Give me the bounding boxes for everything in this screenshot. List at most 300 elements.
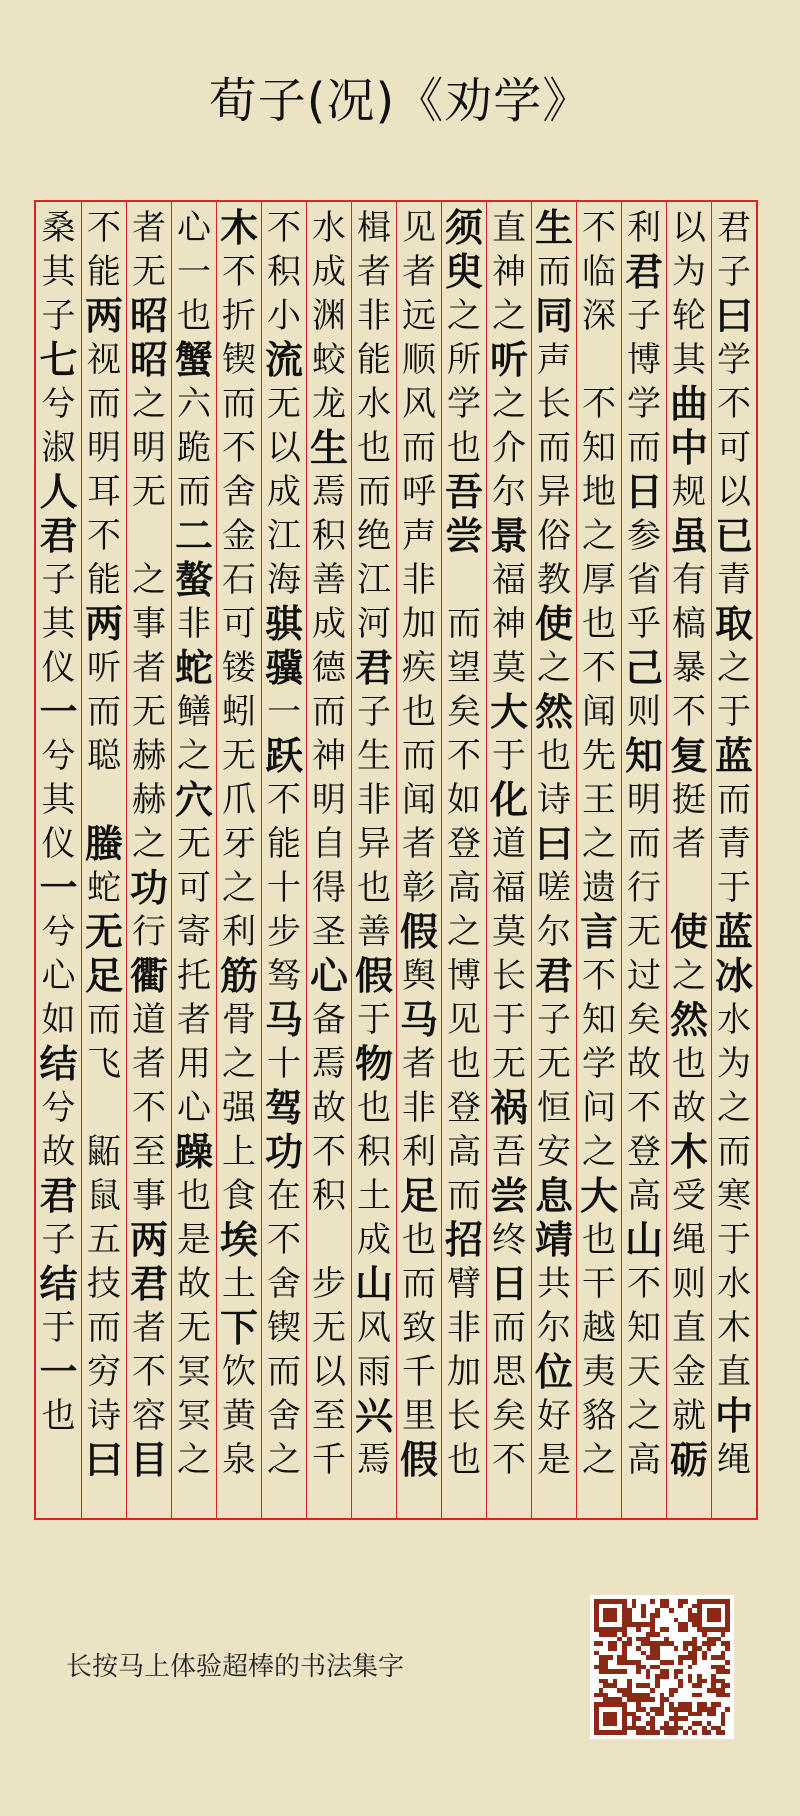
calligraphy-char: 不 — [627, 1088, 661, 1128]
calligraphy-char: 知 — [624, 733, 663, 778]
calligraphy-char: 非 — [402, 1088, 436, 1128]
calligraphy-char: 以 — [672, 208, 706, 248]
calligraphy-char: 学 — [627, 384, 661, 424]
calligraphy-char: 长 — [537, 384, 571, 424]
calligraphy-char: 兮 — [41, 384, 76, 424]
calligraphy-char: 者 — [672, 824, 706, 864]
calligraphy-char: 也 — [402, 692, 436, 732]
calligraphy-char: 小 — [267, 296, 301, 336]
calligraphy-char: 道 — [132, 1000, 166, 1040]
calligraphy-char: 心 — [177, 208, 211, 248]
calligraphy-char: 行 — [132, 912, 166, 952]
calligraphy-char: 而 — [87, 1308, 121, 1348]
calligraphy-char: 遗 — [582, 868, 616, 908]
calligraphy-char: 也 — [177, 296, 211, 336]
calligraphy-char: 昭 — [129, 337, 168, 382]
calligraphy-char: 功 — [129, 865, 168, 910]
calligraphy-char: 砺 — [669, 1437, 708, 1482]
calligraphy-char: 流 — [264, 337, 303, 382]
calligraphy-char: 高 — [447, 1132, 481, 1172]
calligraphy-char: 不 — [222, 428, 256, 468]
calligraphy-char: 技 — [87, 1264, 121, 1304]
calligraphy-char: 而 — [627, 428, 661, 468]
calligraphy-char: 桑 — [41, 208, 76, 248]
calligraphy-char: 跪 — [177, 428, 211, 468]
calligraphy-char: 无 — [132, 472, 166, 512]
calligraphy-char: 异 — [357, 824, 391, 864]
calligraphy-char: 蓝 — [714, 733, 753, 778]
calligraphy-char: 风 — [357, 1308, 391, 1348]
calligraphy-char: 君 — [354, 645, 393, 690]
calligraphy-char: 千 — [402, 1352, 436, 1392]
calligraphy-char: 积 — [312, 1176, 346, 1216]
calligraphy-char: 之 — [672, 956, 706, 996]
calligraphy-char: 千 — [312, 1440, 346, 1480]
calligraphy-char: 木 — [219, 205, 258, 250]
calligraphy-char: 赫 — [132, 736, 166, 776]
calligraphy-char: 而 — [87, 692, 121, 732]
calligraphy-char: 锲 — [222, 340, 256, 380]
calligraphy-char: 恒 — [537, 1088, 571, 1128]
calligraphy-char: 已 — [714, 513, 753, 558]
calligraphy-char: 骐 — [264, 601, 303, 646]
calligraphy-char: 冰 — [714, 953, 753, 998]
calligraphy-char: 也 — [357, 428, 391, 468]
calligraphy-char: 食 — [222, 1176, 256, 1216]
calligraphy-char: 舍 — [267, 1264, 301, 1304]
calligraphy-char: 则 — [627, 692, 661, 732]
calligraphy-char: 中 — [714, 1393, 753, 1438]
calligraphy-char: 舆 — [402, 956, 436, 996]
calligraphy-char: 之 — [132, 824, 166, 864]
calligraphy-char: 生 — [357, 736, 391, 776]
text-column — [216, 202, 261, 1518]
calligraphy-char: 深 — [582, 296, 616, 336]
calligraphy-char: 君 — [534, 953, 573, 998]
calligraphy-char: 生 — [534, 205, 573, 250]
calligraphy-char: 不 — [267, 780, 301, 820]
calligraphy-char: 也 — [41, 1396, 76, 1436]
calligraphy-char: 于 — [492, 736, 526, 776]
calligraphy-char: 成 — [267, 472, 301, 512]
calligraphy-char: 望 — [447, 648, 481, 688]
calligraphy-char: 在 — [267, 1176, 301, 1216]
text-column — [81, 202, 126, 1518]
calligraphy-char: 心 — [309, 953, 348, 998]
calligraphy-char: 六 — [177, 384, 211, 424]
calligraphy-char: 躁 — [174, 1129, 213, 1174]
calligraphy-char: 青 — [717, 824, 751, 864]
calligraphy-char: 而 — [447, 1176, 481, 1216]
calligraphy-char: 埃 — [219, 1217, 258, 1262]
calligraphy-char: 子 — [717, 252, 751, 292]
calligraphy-char: 大 — [489, 689, 528, 734]
calligraphy-char: 成 — [312, 252, 346, 292]
calligraphy-char: 明 — [312, 780, 346, 820]
text-column — [531, 202, 576, 1518]
calligraphy-char — [82, 778, 126, 822]
calligraphy-char: 于 — [492, 1000, 526, 1040]
calligraphy-char: 风 — [402, 384, 436, 424]
calligraphy-char: 折 — [222, 296, 256, 336]
calligraphy-char: 于 — [717, 692, 751, 732]
calligraphy-char: 也 — [582, 604, 616, 644]
calligraphy-char: 尔 — [537, 1308, 571, 1348]
calligraphy-char: 而 — [357, 472, 391, 512]
calligraphy-char: 君 — [39, 513, 78, 558]
calligraphy-char: 无 — [312, 1308, 346, 1348]
calligraphy-char: 使 — [669, 909, 708, 954]
calligraphy-char: 福 — [492, 560, 526, 600]
calligraphy-char: 终 — [492, 1220, 526, 1260]
text-column — [36, 202, 81, 1518]
calligraphy-char: 也 — [177, 1176, 211, 1216]
calligraphy-char: 上 — [222, 1132, 256, 1172]
calligraphy-char: 强 — [222, 1088, 256, 1128]
calligraphy-char: 子 — [41, 1220, 76, 1260]
calligraphy-char: 两 — [129, 1217, 168, 1262]
calligraphy-char: 之 — [222, 868, 256, 908]
calligraphy-char: 行 — [627, 868, 661, 908]
calligraphy-char: 于 — [357, 1000, 391, 1040]
calligraphy-char: 学 — [447, 384, 481, 424]
calligraphy-char: 知 — [582, 428, 616, 468]
calligraphy-char: 呼 — [402, 472, 436, 512]
calligraphy-char: 木 — [669, 1129, 708, 1174]
calligraphy-char: 之 — [537, 648, 571, 688]
calligraphy-char: 尔 — [537, 912, 571, 952]
calligraphy-char: 无 — [222, 736, 256, 776]
calligraphy-char: 日 — [489, 1261, 528, 1306]
calligraphy-char: 声 — [537, 340, 571, 380]
calligraphy-char: 龙 — [312, 384, 346, 424]
calligraphy-char: 之 — [717, 1088, 751, 1128]
calligraphy-char: 金 — [222, 516, 256, 556]
text-column — [351, 202, 396, 1518]
text-column — [711, 202, 756, 1518]
calligraphy-char: 曰 — [84, 1437, 123, 1482]
calligraphy-char: 如 — [447, 780, 481, 820]
calligraphy-char: 子 — [41, 560, 76, 600]
calligraphy-char: 假 — [399, 909, 438, 954]
calligraphy-char: 则 — [672, 1264, 706, 1304]
calligraphy-char: 受 — [672, 1176, 706, 1216]
calligraphy-char: 事 — [132, 604, 166, 644]
calligraphy-char: 足 — [399, 1173, 438, 1218]
calligraphy-char: 善 — [357, 912, 391, 952]
calligraphy-char: 也 — [357, 868, 391, 908]
calligraphy-char: 如 — [41, 1000, 76, 1040]
calligraphy-char: 而 — [492, 1308, 526, 1348]
calligraphy-char: 诗 — [87, 1396, 121, 1436]
page-title: 荀子(况)《劝学》 — [208, 73, 592, 129]
text-column — [126, 202, 171, 1518]
calligraphy-char: 直 — [672, 1308, 706, 1348]
calligraphy-char: 雨 — [357, 1352, 391, 1392]
calligraphy-char: 学 — [717, 340, 751, 380]
calligraphy-char: 木 — [717, 1308, 751, 1348]
calligraphy-char: 能 — [87, 560, 121, 600]
calligraphy-char: 靖 — [534, 1217, 573, 1262]
calligraphy-char: 于 — [717, 868, 751, 908]
calligraphy-char: 之 — [177, 736, 211, 776]
calligraphy-char: 容 — [132, 1396, 166, 1436]
calligraphy-char: 德 — [312, 648, 346, 688]
calligraphy-char: 马 — [399, 997, 438, 1042]
calligraphy-char: 利 — [222, 912, 256, 952]
calligraphy-char: 江 — [267, 516, 301, 556]
calligraphy-char: 下 — [219, 1305, 258, 1350]
calligraphy-char: 土 — [222, 1264, 256, 1304]
calligraphy-char: 故 — [312, 1088, 346, 1128]
calligraphy-char: 步 — [267, 912, 301, 952]
calligraphy-char: 曲 — [669, 381, 708, 426]
calligraphy-char: 息 — [534, 1173, 573, 1218]
calligraphy-char: 能 — [357, 340, 391, 380]
calligraphy-char: 而 — [717, 1132, 751, 1172]
calligraphy-char: 为 — [672, 252, 706, 292]
calligraphy-char: 以 — [717, 472, 751, 512]
calligraphy-char: 登 — [447, 824, 481, 864]
calligraphy-char: 而 — [402, 736, 436, 776]
calligraphy-char: 非 — [447, 1308, 481, 1348]
calligraphy-char: 者 — [402, 824, 436, 864]
calligraphy-char: 安 — [537, 1132, 571, 1172]
calligraphy-char: 心 — [41, 956, 76, 996]
calligraphy-char: 是 — [537, 1440, 571, 1480]
calligraphy-char: 焉 — [312, 1044, 346, 1084]
calligraphy-grid — [34, 200, 758, 1520]
calligraphy-char: 焉 — [357, 1440, 391, 1480]
calligraphy-char: 人 — [39, 469, 78, 514]
calligraphy-char: 至 — [132, 1132, 166, 1172]
calligraphy-char — [82, 1086, 126, 1130]
calligraphy-char: 之 — [582, 824, 616, 864]
calligraphy-char: 能 — [87, 252, 121, 292]
calligraphy-char: 加 — [447, 1352, 481, 1392]
calligraphy-char: 驽 — [267, 956, 301, 996]
calligraphy-char: 之 — [447, 912, 481, 952]
calligraphy-char: 吾 — [444, 469, 483, 514]
calligraphy-char: 矣 — [492, 1396, 526, 1436]
calligraphy-char: 假 — [354, 953, 393, 998]
calligraphy-char: 者 — [402, 1044, 436, 1084]
calligraphy-char: 也 — [672, 1044, 706, 1084]
calligraphy-char: 一 — [267, 692, 301, 732]
calligraphy-char: 成 — [357, 1220, 391, 1260]
calligraphy-char: 长 — [492, 956, 526, 996]
calligraphy-char: 飞 — [87, 1044, 121, 1084]
calligraphy-char: 尝 — [444, 513, 483, 558]
calligraphy-char: 明 — [132, 428, 166, 468]
calligraphy-char: 其 — [41, 780, 76, 820]
calligraphy-char: 驾 — [264, 1085, 303, 1130]
calligraphy-char: 莫 — [492, 912, 526, 952]
calligraphy-char: 至 — [312, 1396, 346, 1436]
calligraphy-char: 子 — [537, 1000, 571, 1040]
calligraphy-char: 而 — [537, 252, 571, 292]
calligraphy-char: 子 — [41, 296, 76, 336]
calligraphy-char: 之 — [717, 648, 751, 688]
calligraphy-char: 明 — [87, 428, 121, 468]
calligraphy-char: 学 — [582, 1044, 616, 1084]
calligraphy-char: 知 — [582, 1000, 616, 1040]
calligraphy-char: 不 — [267, 1220, 301, 1260]
calligraphy-char: 厚 — [582, 560, 616, 600]
calligraphy-char: 异 — [537, 472, 571, 512]
calligraphy-char: 寄 — [177, 912, 211, 952]
calligraphy-char: 直 — [717, 1352, 751, 1392]
calligraphy-char: 功 — [264, 1129, 303, 1174]
calligraphy-char: 己 — [624, 645, 663, 690]
calligraphy-char: 目 — [129, 1437, 168, 1482]
calligraphy-char: 矣 — [627, 1000, 661, 1040]
calligraphy-char: 不 — [582, 208, 616, 248]
calligraphy-char: 也 — [357, 1088, 391, 1128]
calligraphy-char: 不 — [132, 1088, 166, 1128]
calligraphy-char: 锲 — [267, 1308, 301, 1348]
calligraphy-char: 镂 — [222, 648, 256, 688]
calligraphy-char: 石 — [222, 560, 256, 600]
calligraphy-char: 登 — [447, 1088, 481, 1128]
calligraphy-char: 一 — [39, 1349, 78, 1394]
calligraphy-char: 其 — [41, 604, 76, 644]
calligraphy-char: 跃 — [264, 733, 303, 778]
calligraphy-char: 然 — [669, 997, 708, 1042]
calligraphy-char: 君 — [129, 1261, 168, 1306]
calligraphy-char: 之 — [177, 1440, 211, 1480]
calligraphy-char: 鼠 — [87, 1176, 121, 1216]
calligraphy-char: 不 — [447, 736, 481, 776]
calligraphy-char: 泉 — [222, 1440, 256, 1480]
calligraphy-char: 十 — [267, 868, 301, 908]
calligraphy-char: 君 — [717, 208, 751, 248]
calligraphy-char: 善 — [312, 560, 346, 600]
calligraphy-char: 是 — [177, 1220, 211, 1260]
calligraphy-char: 两 — [84, 293, 123, 338]
calligraphy-char: 鼫 — [87, 1132, 121, 1172]
calligraphy-char: 博 — [627, 340, 661, 380]
calligraphy-char: 之 — [492, 384, 526, 424]
calligraphy-char: 山 — [624, 1217, 663, 1262]
calligraphy-char: 蚓 — [222, 692, 256, 732]
calligraphy-char: 也 — [447, 1044, 481, 1084]
calligraphy-char: 景 — [489, 513, 528, 558]
calligraphy-char: 也 — [537, 736, 571, 776]
calligraphy-char: 不 — [672, 692, 706, 732]
calligraphy-char: 越 — [582, 1308, 616, 1348]
calligraphy-char: 成 — [312, 604, 346, 644]
calligraphy-char: 仪 — [41, 648, 76, 688]
calligraphy-char: 不 — [627, 1264, 661, 1304]
text-column — [171, 202, 216, 1518]
calligraphy-char: 貉 — [582, 1396, 616, 1436]
calligraphy-char: 绝 — [357, 516, 391, 556]
calligraphy-char: 为 — [717, 1044, 751, 1084]
calligraphy-char: 虽 — [669, 513, 708, 558]
qr-code[interactable] — [590, 1595, 734, 1739]
calligraphy-char: 而 — [87, 384, 121, 424]
calligraphy-char: 托 — [177, 956, 211, 996]
calligraphy-char — [577, 338, 621, 382]
calligraphy-char: 诗 — [537, 780, 571, 820]
calligraphy-char: 使 — [534, 601, 573, 646]
calligraphy-char: 高 — [627, 1440, 661, 1480]
calligraphy-char: 中 — [669, 425, 708, 470]
calligraphy-char: 非 — [177, 604, 211, 644]
calligraphy-char: 登 — [627, 1132, 661, 1172]
calligraphy-char: 水 — [717, 1264, 751, 1304]
calligraphy-char: 祸 — [489, 1085, 528, 1130]
calligraphy-char: 临 — [582, 252, 616, 292]
calligraphy-char: 于 — [717, 1220, 751, 1260]
text-column — [261, 202, 306, 1518]
calligraphy-char: 尔 — [492, 472, 526, 512]
calligraphy-char: 君 — [39, 1173, 78, 1218]
calligraphy-char: 不 — [717, 384, 751, 424]
calligraphy-char: 过 — [627, 956, 661, 996]
calligraphy-char: 无 — [267, 384, 301, 424]
calligraphy-char: 干 — [582, 1264, 616, 1304]
calligraphy-char: 闻 — [402, 780, 436, 820]
calligraphy-char: 明 — [627, 780, 661, 820]
calligraphy-char: 曰 — [714, 293, 753, 338]
calligraphy-char: 利 — [627, 208, 661, 248]
calligraphy-char: 二 — [174, 513, 213, 558]
calligraphy-char: 省 — [627, 560, 661, 600]
calligraphy-char: 夷 — [582, 1352, 616, 1392]
calligraphy-char: 臾 — [444, 249, 483, 294]
calligraphy-char: 骨 — [222, 1000, 256, 1040]
calligraphy-char — [307, 1218, 351, 1262]
text-column — [396, 202, 441, 1518]
calligraphy-char: 水 — [357, 384, 391, 424]
text-column — [576, 202, 621, 1518]
text-column — [306, 202, 351, 1518]
calligraphy-char: 生 — [309, 425, 348, 470]
calligraphy-char: 一 — [39, 865, 78, 910]
calligraphy-char: 不 — [87, 208, 121, 248]
calligraphy-char: 黄 — [222, 1396, 256, 1436]
calligraphy-char: 无 — [537, 1044, 571, 1084]
calligraphy-char: 故 — [177, 1264, 211, 1304]
calligraphy-char: 结 — [39, 1261, 78, 1306]
calligraphy-char: 兮 — [41, 736, 76, 776]
calligraphy-char: 顺 — [402, 340, 436, 380]
calligraphy-char: 金 — [672, 1352, 706, 1392]
calligraphy-char: 天 — [627, 1352, 661, 1392]
calligraphy-char: 穷 — [87, 1352, 121, 1392]
calligraphy-char: 衢 — [129, 953, 168, 998]
calligraphy-char: 子 — [627, 296, 661, 336]
calligraphy-char: 耳 — [87, 472, 121, 512]
calligraphy-char: 听 — [87, 648, 121, 688]
calligraphy-char: 者 — [132, 648, 166, 688]
calligraphy-char: 者 — [402, 252, 436, 292]
calligraphy-char: 得 — [312, 868, 346, 908]
footer-promo-text[interactable]: 长按马上体验超棒的书法集字 — [66, 1652, 405, 1682]
calligraphy-char: 赫 — [132, 780, 166, 820]
calligraphy-char: 蟹 — [174, 337, 213, 382]
calligraphy-char: 者 — [177, 1000, 211, 1040]
calligraphy-char: 无 — [177, 824, 211, 864]
calligraphy-char: 须 — [444, 205, 483, 250]
calligraphy-char: 饮 — [222, 1352, 256, 1392]
calligraphy-char: 之 — [222, 1044, 256, 1084]
calligraphy-char: 而 — [537, 428, 571, 468]
calligraphy-char: 不 — [312, 1132, 346, 1172]
calligraphy-char: 非 — [357, 780, 391, 820]
